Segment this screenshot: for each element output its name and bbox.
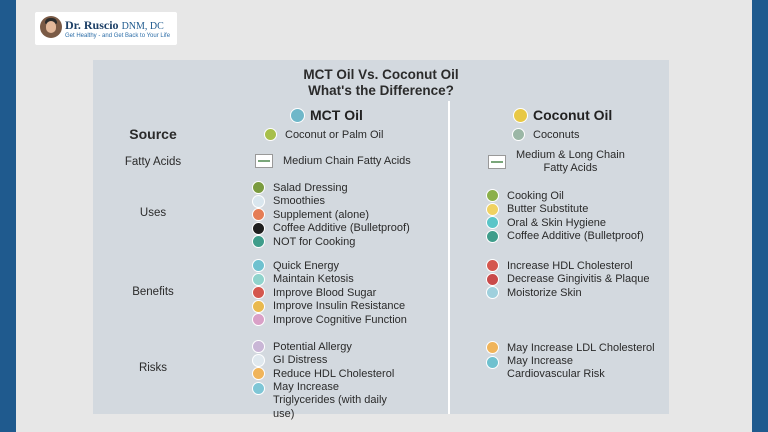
- list-item: Coffee Additive (Bulletproof): [252, 222, 410, 236]
- row-label-uses: Uses: [139, 207, 167, 219]
- list-item: Cooking Oil: [486, 189, 644, 203]
- coconut-fatty-acids: Medium & Long Chain Fatty Acids: [488, 149, 625, 175]
- list-item: GI Distress: [252, 354, 432, 368]
- coconut-icon: [512, 128, 525, 141]
- list-item: Decrease Gingivitis & Plaque: [486, 273, 649, 287]
- list-item: Reduce HDL Cholesterol: [252, 367, 432, 381]
- row-label-source: Source: [129, 126, 177, 142]
- brand-tagline: Get Healthy - and Get Back to Your Life: [65, 33, 171, 39]
- butter-icon: [486, 203, 499, 216]
- no-cooking-icon: [252, 235, 265, 248]
- cooking-oil-icon: [486, 189, 499, 202]
- list-item: Salad Dressing: [252, 181, 410, 195]
- list-item: Butter Substitute: [486, 203, 644, 217]
- list-item: May Increase LDL Cholesterol: [486, 341, 656, 355]
- page-title: MCT Oil Vs. Coconut Oil What's the Difference?: [303, 67, 459, 98]
- coconut-benefits-list: [486, 259, 649, 300]
- tooth-icon: [486, 273, 499, 286]
- list-item: Potential Allergy: [252, 340, 432, 354]
- coconut-risks-list: [486, 341, 656, 382]
- list-item: NOT for Cooking: [252, 235, 410, 249]
- insulin-icon: [252, 300, 265, 313]
- smoothie-icon: [252, 195, 265, 208]
- list-item: May Increase Triglycerides (with daily use): [252, 381, 402, 422]
- row-label-risks: Risks: [138, 362, 168, 374]
- triglyceride-icon: [252, 382, 265, 395]
- brand-name: Dr. Ruscio DNM, DC: [65, 18, 164, 32]
- heart-icon: [486, 259, 499, 272]
- list-item: Improve Cognitive Function: [252, 313, 407, 327]
- skin-icon: [486, 286, 499, 299]
- row-label-benefits: Benefits: [132, 286, 174, 298]
- brand-logo[interactable]: [35, 12, 177, 45]
- mct-uses-list: [252, 181, 410, 249]
- brand-credentials: DNM, DC: [121, 21, 164, 32]
- oil-drop-icon: [290, 108, 305, 123]
- energy-icon: [252, 259, 265, 272]
- salad-icon: [252, 181, 265, 194]
- mct-fatty-acids: Medium Chain Fatty Acids: [255, 154, 411, 168]
- coffee-icon: [486, 230, 499, 243]
- coconut-source: Coconuts: [512, 128, 579, 141]
- mct-risks-list: [252, 340, 432, 421]
- supplement-icon: [252, 208, 265, 221]
- list-item: Improve Insulin Resistance: [252, 300, 407, 314]
- mct-source: Coconut or Palm Oil: [264, 128, 383, 141]
- list-item: Supplement (alone): [252, 208, 410, 222]
- stomach-icon: [252, 354, 265, 367]
- heart-risk-icon: [486, 356, 499, 369]
- ketosis-icon: [252, 273, 265, 286]
- molecule-chain-icon: [488, 155, 506, 169]
- list-item: Moistorize Skin: [486, 286, 649, 300]
- list-item: Coffee Additive (Bulletproof): [486, 230, 644, 244]
- list-item: Quick Energy: [252, 259, 407, 273]
- cholesterol-icon: [486, 341, 499, 354]
- comparison-table: [93, 60, 669, 420]
- column-header-coconut: Coconut Oil: [513, 107, 612, 123]
- coffee-icon: [252, 222, 265, 235]
- blood-sugar-icon: [252, 286, 265, 299]
- list-item: May Increase Cardiovascular Risk: [486, 355, 641, 382]
- list-item: Oral & Skin Hygiene: [486, 216, 644, 230]
- molecule-chain-icon: [255, 154, 273, 168]
- cholesterol-icon: [252, 367, 265, 380]
- coconut-icon: [513, 108, 528, 123]
- list-item: Maintain Ketosis: [252, 273, 407, 287]
- list-item: Increase HDL Cholesterol: [486, 259, 649, 273]
- list-item: Improve Blood Sugar: [252, 286, 407, 300]
- coconut-uses-list: [486, 189, 644, 243]
- column-divider: [448, 101, 450, 414]
- column-header-mct: MCT Oil: [290, 107, 363, 123]
- hygiene-icon: [486, 216, 499, 229]
- list-item: Smoothies: [252, 195, 410, 209]
- avatar: [40, 16, 62, 38]
- brain-icon: [252, 313, 265, 326]
- palm-oil-icon: [264, 128, 277, 141]
- allergy-icon: [252, 340, 265, 353]
- row-label-fatty-acids: Fatty Acids: [124, 156, 182, 168]
- mct-benefits-list: [252, 259, 407, 327]
